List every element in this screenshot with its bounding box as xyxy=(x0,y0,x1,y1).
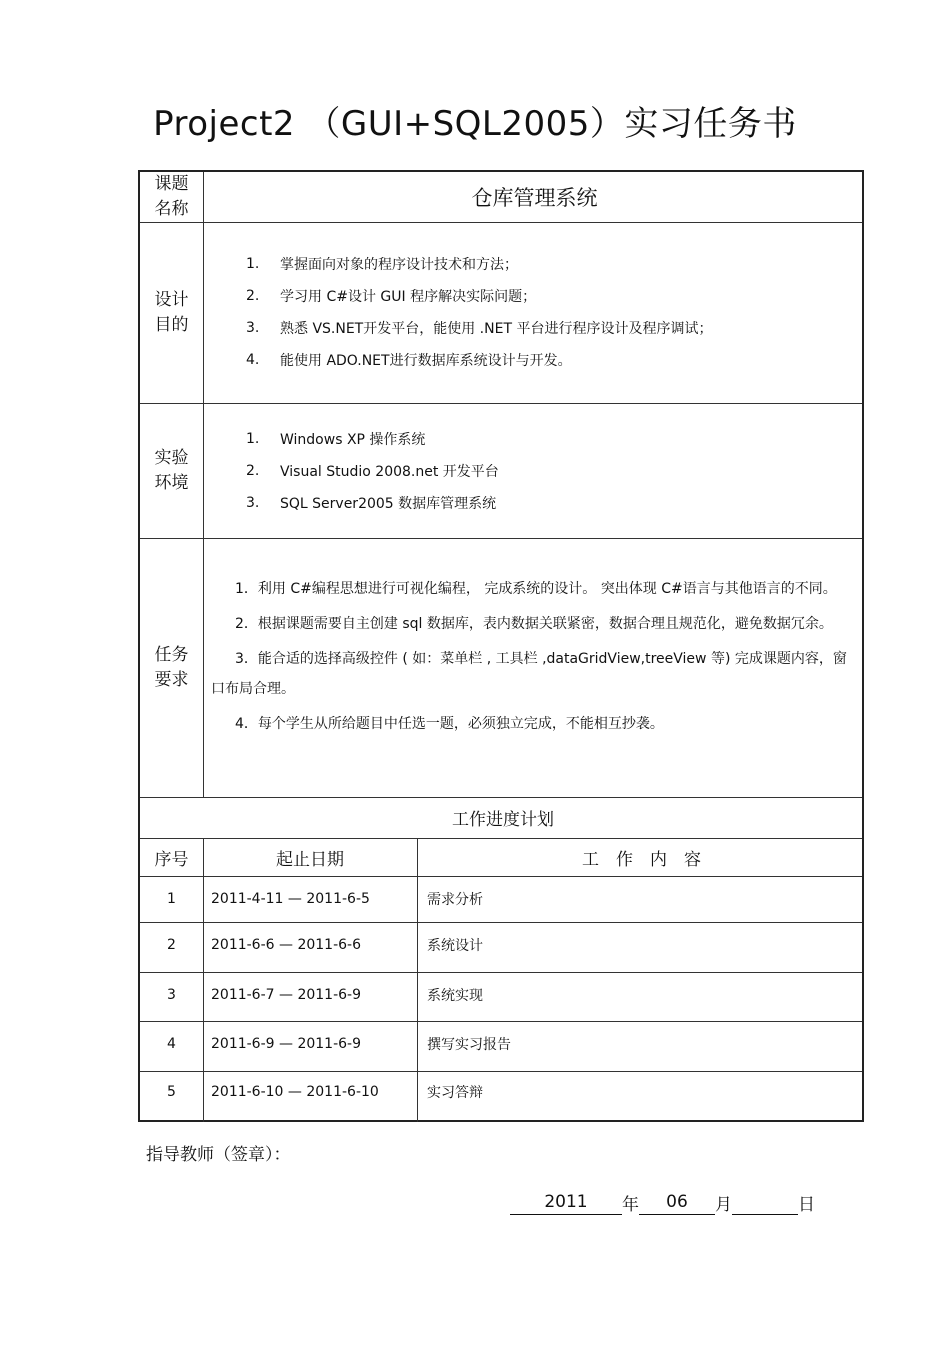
requirement-item: 1．利用 C#编程思想进行可视化编程， 完成系统的设计。 突出体现 C#语言与其他语言的不同。 xyxy=(235,581,837,597)
row-dates: 2011-6-7 — 2011-6-9 xyxy=(211,987,361,1003)
item-text: 能使用 ADO.NET进行数据库系统设计与开发。 xyxy=(280,353,572,369)
date-month-unit: 月 xyxy=(715,1195,732,1215)
task-table xyxy=(138,170,864,1122)
list-item xyxy=(246,280,712,312)
item-number: 1. xyxy=(246,256,260,272)
row-divider xyxy=(140,222,862,223)
item-number: 2. xyxy=(246,288,260,304)
list-item xyxy=(246,344,712,376)
requirements-cell xyxy=(203,538,866,797)
header-content: 工 作 内 容 xyxy=(582,849,701,870)
row-dates: 2011-6-9 — 2011-6-9 xyxy=(211,1036,361,1052)
header-number: 序号 xyxy=(154,849,189,870)
column-divider xyxy=(417,838,418,1122)
item-text: Windows XP 操作系统 xyxy=(280,432,426,448)
row-number: 4 xyxy=(167,1036,176,1052)
row-content: 需求分析 xyxy=(427,892,483,908)
row-divider xyxy=(140,403,862,404)
row-number: 1 xyxy=(167,891,176,907)
item-text: SQL Server2005 数据库管理系统 xyxy=(280,496,497,512)
row-number: 5 xyxy=(167,1084,176,1100)
header-dates: 起止日期 xyxy=(276,849,344,870)
list-item xyxy=(246,248,712,280)
requirements-label: 任务 要求 xyxy=(154,644,189,690)
row-content: 系统设计 xyxy=(427,938,483,954)
item-text: 学习用 C#设计 GUI 程序解决实际问题； xyxy=(280,289,537,305)
environment-list xyxy=(246,423,499,519)
column-divider xyxy=(203,838,204,1122)
item-text: Visual Studio 2008.net 开发平台 xyxy=(280,464,499,480)
subject-label: 课题 名称 xyxy=(154,174,189,219)
schedule-title: 工作进度计划 xyxy=(452,810,554,830)
row-content: 撰写实习报告 xyxy=(427,1037,511,1053)
date-day xyxy=(732,1192,798,1215)
signature-date xyxy=(510,1190,815,1215)
supervisor-signature-label: 指导教师（签章）： xyxy=(146,1145,291,1165)
item-number: 2. xyxy=(246,463,260,479)
date-month: 06 xyxy=(639,1192,715,1215)
date-day-unit: 日 xyxy=(798,1195,815,1215)
item-number: 1. xyxy=(246,431,260,447)
requirement-item: 2．根据课题需要自主创建 sql 数据库，表内数据关联紧密，数据合理且规范化，避免数据冗余。 xyxy=(235,616,833,632)
row-dates: 2011-6-10 — 2011-6-10 xyxy=(211,1084,379,1100)
requirements-list xyxy=(211,574,858,744)
requirement-item: 4．每个学生从所给题目中任选一题，必须独立完成，不能相互抄袭。 xyxy=(235,716,664,732)
list-item xyxy=(246,312,712,344)
item-text: 掌握面向对象的程序设计技术和方法； xyxy=(280,257,518,273)
purpose-list xyxy=(246,248,712,376)
date-year: 2011 xyxy=(510,1192,622,1215)
list-item xyxy=(246,487,499,519)
row-content: 实习答辩 xyxy=(427,1085,483,1101)
list-item xyxy=(246,455,499,487)
row-number: 3 xyxy=(167,987,176,1003)
document-title: Project2 （GUI+SQL2005）实习任务书 xyxy=(153,104,797,144)
item-text: 熟悉 VS.NET开发平台，能使用 .NET 平台进行程序设计及程序调试； xyxy=(280,321,713,337)
row-dates: 2011-4-11 — 2011-6-5 xyxy=(211,891,370,907)
row-dates: 2011-6-6 — 2011-6-6 xyxy=(211,937,361,953)
requirement-item: 3．能合适的选择高级控件 ( 如：菜单栏 , 工具栏 ,dataGridView,treeView 等) 完成课题内容，窗口布局合理。 xyxy=(211,651,847,697)
row-content: 系统实现 xyxy=(427,988,483,1004)
date-year-unit: 年 xyxy=(622,1195,639,1215)
item-number: 3. xyxy=(246,320,260,336)
row-number: 2 xyxy=(167,937,176,953)
environment-label: 实验 环境 xyxy=(154,447,189,493)
subject-value: 仓库管理系统 xyxy=(471,186,598,210)
item-number: 4. xyxy=(246,352,260,368)
list-item xyxy=(246,423,499,455)
purpose-label: 设计 目的 xyxy=(154,289,189,335)
item-number: 3. xyxy=(246,495,260,511)
